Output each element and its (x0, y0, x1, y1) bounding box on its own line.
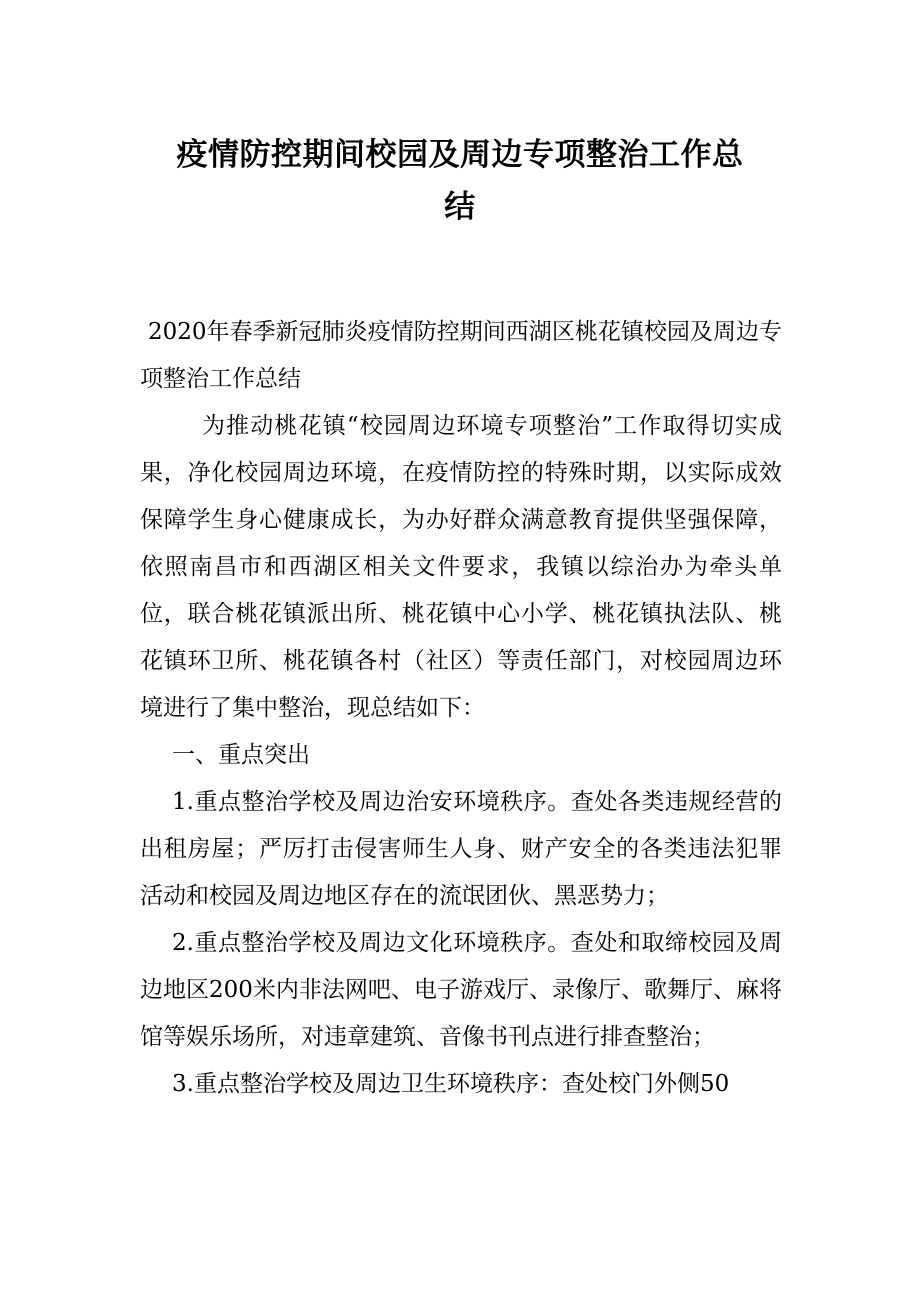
intro-paragraph: 2020年春季新冠肺炎疫情防控期间西湖区桃花镇校园及周边专项整治工作总结 (140, 319, 782, 392)
list-item-2: 2.重点整治学校及周边文化环境秩序。查处和取缔校园及周边地区200米内非法网吧、电子游戏厅、录像厅、歌舞厅、麻将馆等娱乐场所，对违章建筑、音像书刊点进行排查整治； (140, 930, 782, 1050)
title-line-1: 疫情防控期间校园及周边专项整治工作总 (176, 136, 744, 173)
document-body (140, 309, 782, 1108)
list-item-3: 3.重点整治学校及周边卫生环境秩序：查处校门外侧50 (172, 1071, 730, 1097)
title-line-2: 结 (444, 188, 476, 225)
section-heading: 一、重点突出 (172, 742, 310, 768)
purpose-paragraph: 为推动桃花镇“校园周边环境专项整治”工作取得切实成果，净化校园周边环境，在疫情防控的特殊时期，以实际成效保障学生身心健康成长，为办好群众满意教育提供坚强保障，依照南昌市和西湖区相关文件要求，我镇以综治办为牵头单位，联合桃花镇派出所、桃花镇中心小学、桃花镇执法队、桃花镇环卫所、桃花镇各村（社区）等责任部门，对校园周边环境进行了集中整治，现总结如下： (140, 413, 782, 721)
list-item-1: 1.重点整治学校及周边治安环境秩序。查处各类违规经营的出租房屋；严厉打击侵害师生人身、财产安全的各类违法犯罪活动和校园及周边地区存在的流氓团伙、黑恶势力； (140, 789, 782, 909)
document-title (100, 129, 820, 233)
